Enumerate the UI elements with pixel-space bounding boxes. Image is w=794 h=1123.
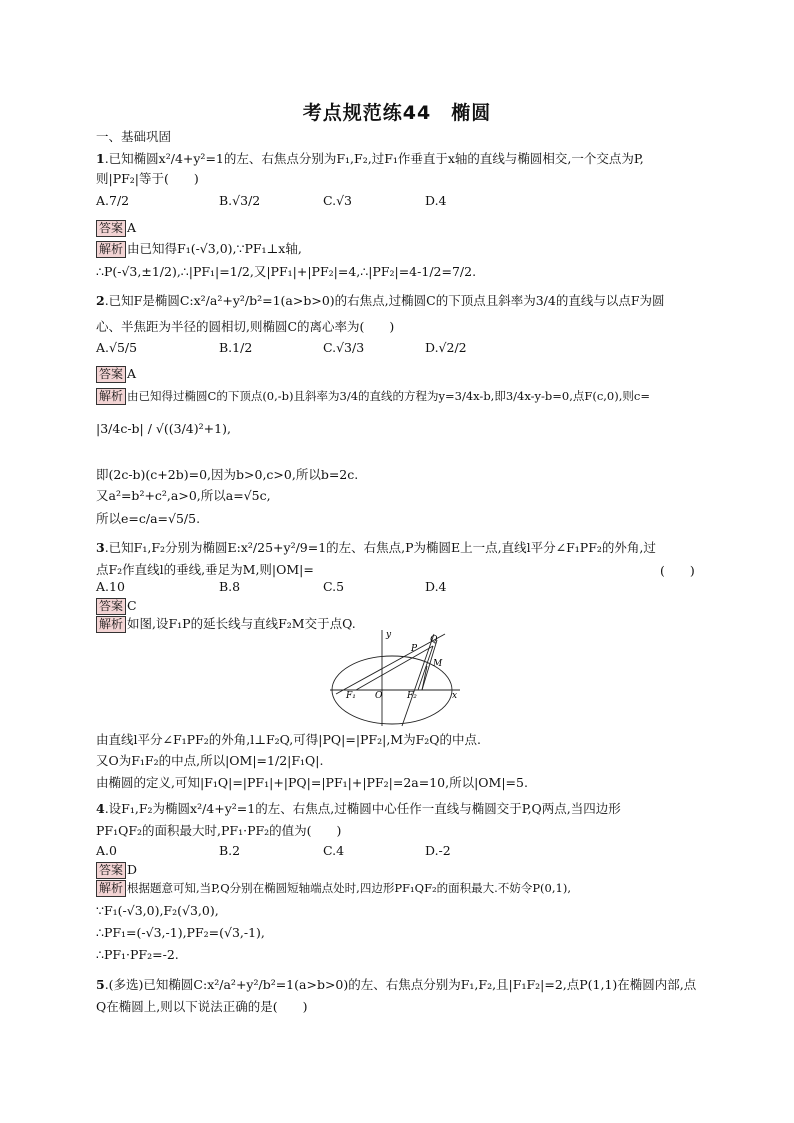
question-4-stem: .设F₁,F₂为椭圆x²/4+y²=1的左、右焦点,过椭圆中心任作一直线与椭圆交于P,Q两点,当四边形 bbox=[104, 801, 621, 816]
q1-option-c: C.√3 bbox=[323, 193, 353, 208]
q2-option-d: D.√2/2 bbox=[425, 340, 467, 355]
label-p: P bbox=[411, 644, 418, 654]
question-1-number: 1 bbox=[96, 151, 105, 166]
section-heading: 一、基础巩固 bbox=[96, 129, 172, 144]
answer-tag: 答案 bbox=[96, 862, 126, 879]
q2-answer-row bbox=[96, 365, 136, 383]
q1-analysis-1: 由已知得F₁(-√3,0),∵PF₁⊥x轴, bbox=[127, 241, 302, 256]
analysis-tag: 解析 bbox=[96, 616, 126, 633]
label-x: x bbox=[452, 691, 458, 701]
q4-option-d: D.-2 bbox=[425, 843, 451, 858]
q4-analysis-1: 根据题意可知,当P,Q分别在椭圆短轴端点处时,四边形PF₁QF₂的面积最大.不妨令P(0,1), bbox=[127, 881, 571, 895]
q2-analysis-5: 所以e=c/a=√5/5. bbox=[96, 511, 201, 526]
question-5-line2: Q在椭圆上,则以下说法正确的是( ) bbox=[96, 999, 308, 1014]
q3-option-a: A.10 bbox=[96, 579, 125, 594]
q3-option-c: C.5 bbox=[323, 579, 345, 594]
q4-option-c: C.4 bbox=[323, 843, 345, 858]
question-2-line2: 心、半焦距为半径的圆相切,则椭圆C的离心率为( ) bbox=[96, 319, 395, 334]
q1-answer-row bbox=[96, 219, 136, 237]
question-1-line1 bbox=[96, 150, 644, 167]
question-1-stem: .已知椭圆x²/4+y²=1的左、右焦点分别为F₁,F₂,过F₁作垂直于x轴的直线与椭圆相交,一个交点为P, bbox=[104, 151, 644, 166]
analysis-tag: 解析 bbox=[96, 388, 126, 405]
q3-answer: C bbox=[127, 598, 137, 613]
q3-option-d: D.4 bbox=[425, 579, 447, 594]
q1-analysis-row bbox=[96, 240, 302, 258]
q2-analysis-row bbox=[96, 388, 650, 405]
label-o: O bbox=[375, 691, 383, 701]
q3-answer-row bbox=[96, 597, 137, 615]
question-3-line1 bbox=[96, 539, 656, 556]
q4-analysis-row bbox=[96, 880, 571, 897]
q4-analysis-2: ∵F₁(-√3,0),F₂(√3,0), bbox=[96, 903, 219, 918]
label-q: Q bbox=[430, 635, 438, 645]
ellipse-figure bbox=[330, 628, 465, 728]
question-4-line1 bbox=[96, 800, 621, 817]
q3-answer-bracket: ( ) bbox=[660, 563, 695, 578]
q3-analysis-row bbox=[96, 615, 356, 633]
q2-analysis-3: 即(2c-b)(c+2b)=0,因为b>0,c>0,所以b=2c. bbox=[96, 467, 359, 482]
question-3-number: 3 bbox=[96, 540, 105, 555]
question-4-line2: PF₁QF₂的面积最大时,PF₁·PF₂的值为( ) bbox=[96, 823, 342, 838]
q2-option-c: C.√3/3 bbox=[323, 340, 365, 355]
q1-analysis-2: ∴P(-√3,±1/2),∴|PF₁|=1/2,又|PF₁|+|PF₂|=4,∴|PF₂|=4-1/2=7/2. bbox=[96, 264, 477, 279]
answer-tag: 答案 bbox=[96, 220, 126, 237]
q1-option-b: B.√3/2 bbox=[219, 193, 261, 208]
question-5-line1 bbox=[96, 976, 696, 993]
q3-analysis-1: 如图,设F₁P的延长线与直线F₂M交于点Q. bbox=[127, 616, 356, 631]
q3-option-b: B.8 bbox=[219, 579, 241, 594]
q2-option-a: A.√5/5 bbox=[96, 340, 138, 355]
question-5-number: 5 bbox=[96, 977, 105, 992]
question-3-stem: .已知F₁,F₂分别为椭圆E:x²/25+y²/9=1的左、右焦点,P为椭圆E上一点,直线l平分∠F₁PF₂的外角,过 bbox=[104, 540, 656, 555]
q2-analysis-4: 又a²=b²+c²,a>0,所以a=√5c, bbox=[96, 488, 271, 503]
analysis-tag: 解析 bbox=[96, 241, 126, 258]
question-4-number: 4 bbox=[96, 801, 105, 816]
question-5-stem: .(多选)已知椭圆C:x²/a²+y²/b²=1(a>b>0)的左、右焦点分别为F₁,F₂,且|F₁F₂|=2,点P(1,1)在椭圆内部,点 bbox=[104, 977, 697, 992]
q4-analysis-3: ∴PF₁=(-√3,-1),PF₂=(√3,-1), bbox=[96, 925, 265, 940]
label-m: M bbox=[433, 659, 443, 669]
q4-answer-row bbox=[96, 861, 137, 879]
answer-tag: 答案 bbox=[96, 598, 126, 615]
q3-analysis-3: 又O为F₁F₂的中点,所以|OM|=1/2|F₁Q|. bbox=[96, 753, 324, 768]
question-1-line2: 则|PF₂|等于( ) bbox=[96, 171, 199, 186]
answer-tag: 答案 bbox=[96, 366, 126, 383]
label-f2: F₂ bbox=[407, 691, 417, 701]
q1-answer: A bbox=[127, 220, 137, 235]
q4-analysis-4: ∴PF₁·PF₂=-2. bbox=[96, 947, 179, 962]
label-y: y bbox=[386, 630, 392, 640]
q4-answer: D bbox=[127, 862, 138, 877]
question-2-line1 bbox=[96, 292, 665, 309]
question-2-stem: .已知F是椭圆C:x²/a²+y²/b²=1(a>b>0)的右焦点,过椭圆C的下顶点且斜率为3/4的直线与以点F为圆 bbox=[104, 293, 665, 308]
q3-analysis-2: 由直线l平分∠F₁PF₂的外角,l⊥F₂Q,可得|PQ|=|PF₂|,M为F₂Q的中点. bbox=[96, 732, 482, 747]
question-3-line2: 点F₂作直线l的垂线,垂足为M,则|OM|= bbox=[96, 562, 314, 577]
analysis-tag: 解析 bbox=[96, 880, 126, 897]
q2-answer: A bbox=[127, 366, 137, 381]
q4-option-b: B.2 bbox=[219, 843, 241, 858]
q3-analysis-4: 由椭圆的定义,可知|F₁Q|=|PF₁|+|PQ|=|PF₁|+|PF₂|=2a=10,所以|OM|=5. bbox=[96, 775, 528, 790]
q1-option-d: D.4 bbox=[425, 193, 447, 208]
page-title: 考点规范练44 椭圆 bbox=[302, 102, 492, 124]
question-2-number: 2 bbox=[96, 293, 105, 308]
q2-analysis-2: |3/4c-b| / √((3/4)²+1), bbox=[96, 421, 231, 436]
q2-analysis-1: 由已知得过椭圆C的下顶点(0,-b)且斜率为3/4的直线的方程为y=3/4x-b,即3/4x-y-b=0,点F(c,0),则c= bbox=[127, 389, 650, 403]
label-f1: F₁ bbox=[346, 691, 356, 701]
q4-option-a: A.0 bbox=[96, 843, 117, 858]
q1-option-a: A.7/2 bbox=[96, 193, 130, 208]
q2-option-b: B.1/2 bbox=[219, 340, 253, 355]
